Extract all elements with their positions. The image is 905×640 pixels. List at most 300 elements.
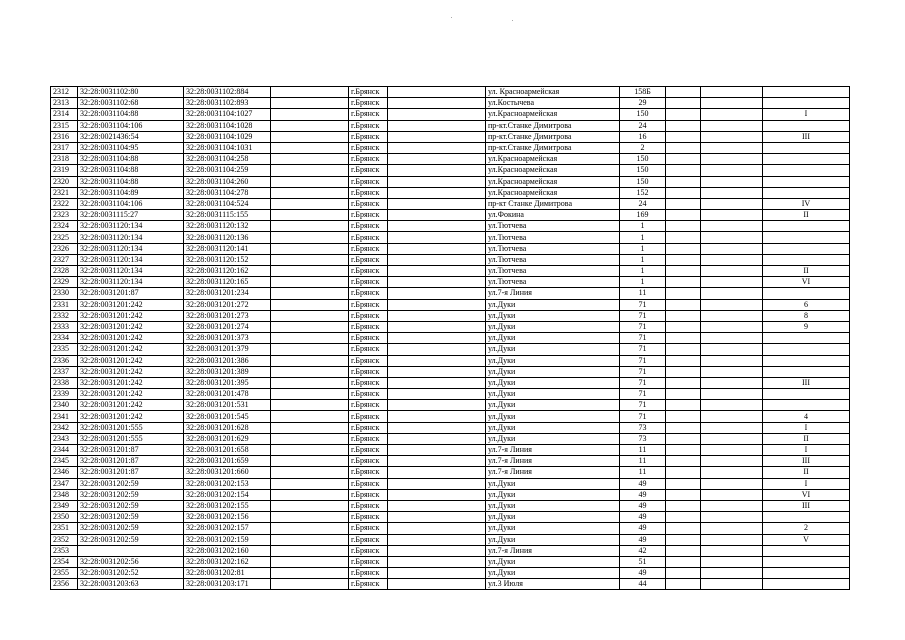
house-number-cell: 73 [620,422,666,433]
premises-number-cell [763,98,850,109]
empty-cell [388,131,486,142]
house-number-cell: 42 [620,545,666,556]
empty-cell [388,243,486,254]
city-cell: г.Брянск [349,210,388,221]
street-cell: ул.Тютчева [486,254,620,265]
house-number-cell: 1 [620,232,666,243]
cadastral-number-land: 32:28:0031104:88 [78,176,184,187]
city-cell: г.Брянск [349,389,388,400]
cadastral-number-land: 32:28:0031201:87 [78,445,184,456]
city-cell: г.Брянск [349,344,388,355]
house-number-cell: 71 [620,321,666,332]
city-cell: г.Брянск [349,445,388,456]
house-number-cell: 49 [620,568,666,579]
city-cell: г.Брянск [349,523,388,534]
empty-cell [701,456,763,467]
street-cell: ул.Дуки [486,333,620,344]
cadastral-number-object: 32:28:0031202:153 [184,478,271,489]
row-number: 2326 [51,243,78,254]
premises-number-cell: II [763,266,850,277]
table-row [51,456,850,467]
empty-cell [701,333,763,344]
empty-cell [271,98,349,109]
empty-cell [666,489,701,500]
city-cell: г.Брянск [349,254,388,265]
row-number: 2350 [51,512,78,523]
premises-number-cell [763,355,850,366]
cadastral-number-object: 32:28:0031120:141 [184,243,271,254]
empty-cell [388,366,486,377]
city-cell: г.Брянск [349,456,388,467]
cadastral-number-land: 32:28:0021436:54 [78,131,184,142]
row-number: 2333 [51,321,78,332]
city-cell: г.Брянск [349,556,388,567]
house-number-cell: 71 [620,400,666,411]
cadastral-number-land: 32:28:0031202:56 [78,556,184,567]
cadastral-number-land: 32:28:0031120:134 [78,254,184,265]
city-cell: г.Брянск [349,310,388,321]
table-row [51,221,850,232]
city-cell: г.Брянск [349,154,388,165]
table-row [51,489,850,500]
cadastral-number-land: 32:28:0031201:87 [78,467,184,478]
row-number: 2315 [51,120,78,131]
row-number: 2329 [51,277,78,288]
table-row [51,154,850,165]
cadastral-number-land: 32:28:0031201:242 [78,377,184,388]
empty-cell [388,165,486,176]
row-number: 2351 [51,523,78,534]
row-number: 2353 [51,545,78,556]
cadastral-number-land: 32:28:0031202:59 [78,478,184,489]
empty-cell [701,467,763,478]
cadastral-number-object: 32:28:0031104:524 [184,198,271,209]
cadastral-number-object: 32:28:0031104:258 [184,154,271,165]
premises-number-cell [763,512,850,523]
empty-cell [701,154,763,165]
street-cell: ул.Дуки [486,512,620,523]
empty-cell [271,411,349,422]
empty-cell [666,556,701,567]
cadastral-number-object: 32:28:0031120:132 [184,221,271,232]
empty-cell [666,210,701,221]
table-row [51,243,850,254]
empty-cell [388,579,486,590]
city-cell: г.Брянск [349,221,388,232]
house-number-cell: 71 [620,344,666,355]
empty-cell [701,377,763,388]
table-row [51,277,850,288]
empty-cell [388,120,486,131]
empty-cell [388,333,486,344]
empty-cell [271,165,349,176]
house-number-cell: 24 [620,198,666,209]
empty-cell [388,344,486,355]
empty-cell [388,445,486,456]
table-row [51,523,850,534]
empty-cell [271,500,349,511]
empty-cell [701,98,763,109]
cadastral-number-object: 32:28:0031201:531 [184,400,271,411]
cadastral-number-land: 32:28:0031115:27 [78,210,184,221]
table-row [51,310,850,321]
cadastral-number-object: 32:28:0031102:884 [184,87,271,98]
row-number: 2335 [51,344,78,355]
cadastral-number-object: 32:28:0031201:658 [184,445,271,456]
empty-cell [388,176,486,187]
cadastral-number-object: 32:28:0031202:162 [184,556,271,567]
premises-number-cell [763,87,850,98]
house-number-cell: 71 [620,389,666,400]
house-number-cell: 158Б [620,87,666,98]
empty-cell [271,433,349,444]
cadastral-number-land: 32:28:0031201:242 [78,411,184,422]
cadastral-number-object: 32:28:0031104:1031 [184,142,271,153]
street-cell: ул.Дуки [486,389,620,400]
house-number-cell: 150 [620,154,666,165]
city-cell: г.Брянск [349,232,388,243]
empty-cell [701,478,763,489]
house-number-cell: 44 [620,579,666,590]
premises-number-cell: 4 [763,411,850,422]
city-cell: г.Брянск [349,568,388,579]
empty-cell [701,512,763,523]
cadastral-number-object: 32:28:0031203:171 [184,579,271,590]
premises-number-cell [763,579,850,590]
table-row [51,355,850,366]
empty-cell [666,165,701,176]
empty-cell [388,556,486,567]
table-row [51,400,850,411]
cadastral-number-land: 32:28:0031201:242 [78,344,184,355]
empty-cell [666,500,701,511]
empty-cell [701,299,763,310]
cadastral-number-land [78,545,184,556]
premises-number-cell: I [763,109,850,120]
empty-cell [701,500,763,511]
cadastral-number-land: 32:28:0031120:134 [78,221,184,232]
empty-cell [271,277,349,288]
cadastral-number-object: 32:28:0031104:260 [184,176,271,187]
empty-cell [271,243,349,254]
empty-cell [388,254,486,265]
table-row [51,109,850,120]
cadastral-number-object: 32:28:0031202:159 [184,534,271,545]
street-cell: ул.Красноармейская [486,154,620,165]
street-cell: ул.Красноармейская [486,109,620,120]
empty-cell [388,500,486,511]
street-cell: ул.Дуки [486,422,620,433]
table-row [51,556,850,567]
empty-cell [666,433,701,444]
city-cell: г.Брянск [349,277,388,288]
empty-cell [666,377,701,388]
street-cell: ул.Дуки [486,366,620,377]
city-cell: г.Брянск [349,109,388,120]
table-row [51,344,850,355]
street-cell: ул.Тютчева [486,277,620,288]
empty-cell [701,321,763,332]
cadastral-number-object: 32:28:0031201:660 [184,467,271,478]
street-cell: ул.3 Июля [486,579,620,590]
cadastral-number-object: 32:28:0031120:152 [184,254,271,265]
document-page [50,86,850,590]
row-number: 2342 [51,422,78,433]
table-row [51,568,850,579]
premises-number-cell [763,400,850,411]
row-number: 2338 [51,377,78,388]
empty-cell [388,534,486,545]
row-number: 2334 [51,333,78,344]
street-cell: ул.Красноармейская [486,176,620,187]
empty-cell [271,176,349,187]
house-number-cell: 1 [620,221,666,232]
scan-speck [451,17,452,18]
street-cell: пр-кт Станке Димитрова [486,198,620,209]
empty-cell [388,478,486,489]
empty-cell [701,187,763,198]
empty-cell [701,277,763,288]
scan-speck [512,20,513,21]
street-cell: ул.7-я Линия [486,445,620,456]
premises-number-cell [763,221,850,232]
street-cell: ул.7-я Линия [486,467,620,478]
row-number: 2346 [51,467,78,478]
registry-table [50,86,850,590]
empty-cell [666,523,701,534]
city-cell: г.Брянск [349,400,388,411]
cadastral-number-land: 32:28:0031201:242 [78,310,184,321]
street-cell: ул.Дуки [486,523,620,534]
row-number: 2354 [51,556,78,567]
empty-cell [701,198,763,209]
row-number: 2320 [51,176,78,187]
table-row [51,500,850,511]
cadastral-number-object: 32:28:0031104:278 [184,187,271,198]
empty-cell [666,467,701,478]
premises-number-cell: 2 [763,523,850,534]
cadastral-number-object: 32:28:0031201:629 [184,433,271,444]
premises-number-cell [763,568,850,579]
empty-cell [271,187,349,198]
cadastral-number-land: 32:28:0031104:106 [78,198,184,209]
empty-cell [701,400,763,411]
row-number: 2344 [51,445,78,456]
house-number-cell: 71 [620,411,666,422]
cadastral-number-land: 32:28:0031201:242 [78,299,184,310]
city-cell: г.Брянск [349,243,388,254]
cadastral-number-land: 32:28:0031104:95 [78,142,184,153]
table-row [51,131,850,142]
empty-cell [388,187,486,198]
empty-cell [271,568,349,579]
premises-number-cell: III [763,131,850,142]
empty-cell [666,310,701,321]
table-row [51,545,850,556]
empty-cell [271,310,349,321]
cadastral-number-land: 32:28:0031201:555 [78,433,184,444]
empty-cell [666,333,701,344]
empty-cell [271,579,349,590]
street-cell: ул.Дуки [486,344,620,355]
empty-cell [271,422,349,433]
empty-cell [388,512,486,523]
premises-number-cell: III [763,500,850,511]
house-number-cell: 71 [620,355,666,366]
empty-cell [271,109,349,120]
row-number: 2325 [51,232,78,243]
premises-number-cell: VI [763,277,850,288]
empty-cell [271,389,349,400]
house-number-cell: 1 [620,254,666,265]
empty-cell [388,154,486,165]
row-number: 2340 [51,400,78,411]
cadastral-number-object: 32:28:0031104:1028 [184,120,271,131]
row-number: 2331 [51,299,78,310]
empty-cell [388,210,486,221]
street-cell: ул.Дуки [486,534,620,545]
cadastral-number-land: 32:28:0031202:59 [78,534,184,545]
cadastral-number-land: 32:28:0031104:88 [78,154,184,165]
street-cell: ул.Дуки [486,568,620,579]
empty-cell [388,422,486,433]
empty-cell [666,445,701,456]
premises-number-cell [763,176,850,187]
row-number: 2345 [51,456,78,467]
empty-cell [271,154,349,165]
city-cell: г.Брянск [349,321,388,332]
empty-cell [666,266,701,277]
empty-cell [666,355,701,366]
empty-cell [388,87,486,98]
city-cell: г.Брянск [349,288,388,299]
cadastral-number-object: 32:28:0031202:155 [184,500,271,511]
street-cell: пр-кт.Станке Димитрова [486,142,620,153]
city-cell: г.Брянск [349,333,388,344]
empty-cell [701,142,763,153]
cadastral-number-land: 32:28:0031104:88 [78,109,184,120]
empty-cell [388,142,486,153]
empty-cell [701,579,763,590]
row-number: 2337 [51,366,78,377]
empty-cell [271,299,349,310]
table-row [51,579,850,590]
empty-cell [271,288,349,299]
house-number-cell: 152 [620,187,666,198]
house-number-cell: 11 [620,456,666,467]
street-cell: ул.Тютчева [486,221,620,232]
empty-cell [271,478,349,489]
premises-number-cell: IV [763,198,850,209]
cadastral-number-land: 32:28:0031120:134 [78,266,184,277]
city-cell: г.Брянск [349,512,388,523]
premises-number-cell: I [763,422,850,433]
table-row [51,120,850,131]
cadastral-number-object: 32:28:0031201:274 [184,321,271,332]
empty-cell [701,489,763,500]
city-cell: г.Брянск [349,176,388,187]
city-cell: г.Брянск [349,120,388,131]
empty-cell [701,254,763,265]
empty-cell [388,221,486,232]
street-cell: ул.Дуки [486,299,620,310]
empty-cell [701,176,763,187]
premises-number-cell: III [763,456,850,467]
empty-cell [388,545,486,556]
street-cell: ул.Дуки [486,321,620,332]
empty-cell [271,87,349,98]
table-row [51,512,850,523]
empty-cell [701,288,763,299]
street-cell: ул.Дуки [486,500,620,511]
cadastral-number-object: 32:28:0031201:273 [184,310,271,321]
cadastral-number-object: 32:28:0031202:81 [184,568,271,579]
cadastral-number-object: 32:28:0031201:234 [184,288,271,299]
table-row [51,389,850,400]
empty-cell [388,266,486,277]
table-row [51,445,850,456]
empty-cell [271,523,349,534]
empty-cell [701,445,763,456]
table-row [51,165,850,176]
street-cell: ул.Тютчева [486,232,620,243]
cadastral-number-object: 32:28:0031115:155 [184,210,271,221]
premises-number-cell [763,333,850,344]
table-row [51,534,850,545]
city-cell: г.Брянск [349,545,388,556]
street-cell: ул.Дуки [486,411,620,422]
cadastral-number-object: 32:28:0031104:259 [184,165,271,176]
empty-cell [666,243,701,254]
empty-cell [388,321,486,332]
empty-cell [701,556,763,567]
house-number-cell: 24 [620,120,666,131]
empty-cell [666,87,701,98]
house-number-cell: 1 [620,277,666,288]
street-cell: ул.7-я Линия [486,456,620,467]
cadastral-number-land: 32:28:0031201:87 [78,288,184,299]
empty-cell [666,277,701,288]
cadastral-number-object: 32:28:0031201:395 [184,377,271,388]
cadastral-number-object: 32:28:0031120:162 [184,266,271,277]
empty-cell [666,579,701,590]
house-number-cell: 150 [620,165,666,176]
empty-cell [271,467,349,478]
cadastral-number-object: 32:28:0031201:545 [184,411,271,422]
cadastral-number-object: 32:28:0031120:136 [184,232,271,243]
empty-cell [666,288,701,299]
row-number: 2355 [51,568,78,579]
cadastral-number-object: 32:28:0031102:893 [184,98,271,109]
cadastral-number-land: 32:28:0031104:106 [78,120,184,131]
house-number-cell: 71 [620,299,666,310]
cadastral-number-land: 32:28:0031104:88 [78,165,184,176]
city-cell: г.Брянск [349,377,388,388]
empty-cell [271,355,349,366]
empty-cell [271,456,349,467]
empty-cell [701,523,763,534]
city-cell: г.Брянск [349,142,388,153]
street-cell: ул.Дуки [486,489,620,500]
city-cell: г.Брянск [349,98,388,109]
empty-cell [701,266,763,277]
cadastral-number-land: 32:28:0031203:63 [78,579,184,590]
empty-cell [271,333,349,344]
table-row [51,254,850,265]
street-cell: ул.Дуки [486,310,620,321]
street-cell: ул.Красноармейская [486,187,620,198]
city-cell: г.Брянск [349,489,388,500]
